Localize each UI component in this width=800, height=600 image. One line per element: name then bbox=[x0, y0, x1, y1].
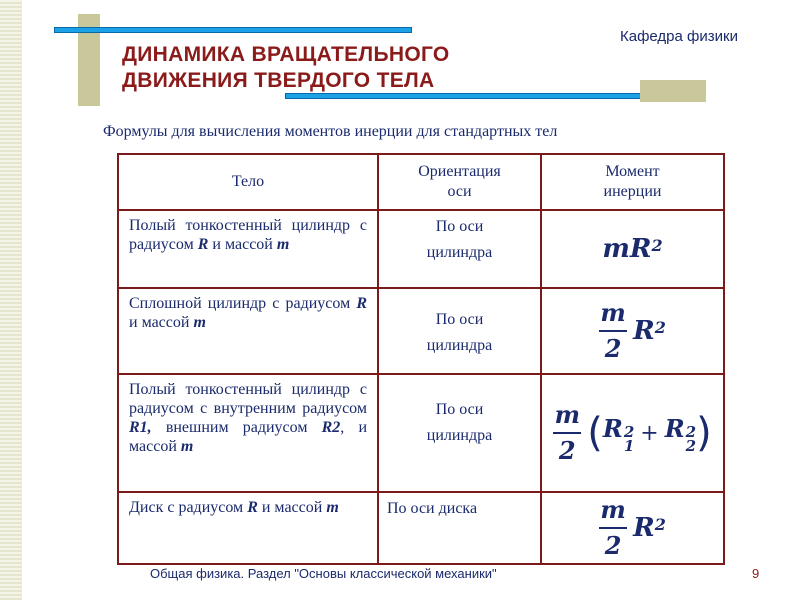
fraction-numerator: m bbox=[554, 400, 580, 429]
fraction bbox=[553, 401, 581, 465]
fraction-numerator: m bbox=[600, 495, 626, 524]
axis-orientation bbox=[378, 288, 541, 374]
fraction-bar bbox=[553, 432, 581, 434]
table-header-row bbox=[118, 154, 724, 210]
body-symbol: R2 bbox=[321, 419, 341, 436]
fraction bbox=[599, 496, 627, 560]
formula-hollow-cylinder bbox=[553, 401, 711, 465]
body-text: и массой bbox=[129, 314, 194, 331]
header-body-label: Тело bbox=[231, 173, 265, 190]
formula-R: R bbox=[629, 234, 652, 264]
body-symbol: m bbox=[180, 438, 194, 455]
slide-title-line-1: ДИНАМИКА ВРАЩАТЕЛЬНОГО bbox=[122, 43, 450, 66]
axis-orientation bbox=[378, 374, 541, 492]
left-decorative-stripe bbox=[0, 0, 22, 600]
table-row bbox=[118, 374, 724, 492]
body-text: Полый тонкостенный цилиндр с радиусом bbox=[129, 217, 367, 253]
table-row bbox=[118, 288, 724, 374]
body-symbol: R bbox=[356, 295, 367, 312]
formula-half-mr2 bbox=[599, 299, 666, 363]
header-moment-line-2: инерции bbox=[603, 183, 662, 200]
formula-exponent: 2 bbox=[623, 422, 635, 441]
axis-orientation bbox=[378, 210, 541, 288]
table-row bbox=[118, 210, 724, 288]
page-number: 9 bbox=[752, 566, 760, 581]
formula-half-mr2 bbox=[599, 496, 666, 560]
footer-text: Общая физика. Раздел "Основы классической механики" bbox=[150, 566, 497, 581]
body-symbol: m bbox=[193, 314, 206, 331]
fraction-bar bbox=[599, 330, 627, 332]
body-text: Диск с радиусом bbox=[129, 499, 248, 516]
orientation-line-2: цилиндра bbox=[426, 244, 493, 261]
department-label: Кафедра физики bbox=[620, 28, 738, 45]
orientation-line-2: цилиндра bbox=[426, 336, 493, 354]
formula-R: R bbox=[633, 513, 655, 543]
body-symbol: m bbox=[276, 236, 290, 253]
fraction-denominator: 2 bbox=[604, 334, 622, 363]
orientation-line-1: По оси bbox=[435, 310, 484, 328]
slide-title bbox=[122, 42, 450, 94]
left-parenthesis: ( bbox=[587, 410, 603, 456]
table-row bbox=[118, 492, 724, 564]
body-description bbox=[118, 210, 378, 288]
header-body bbox=[118, 154, 378, 210]
body-text: Полый тонкостенный цилиндр с радиусом с внутренним радиусом bbox=[129, 381, 367, 417]
formula-exponent: 2 bbox=[654, 317, 666, 337]
formula-m: m bbox=[602, 234, 630, 264]
fraction-bar bbox=[599, 527, 627, 529]
moment-formula bbox=[541, 492, 724, 564]
index-stack bbox=[685, 422, 697, 455]
formula-R: R bbox=[633, 316, 655, 346]
body-text: Сплошной цилиндр с радиусом bbox=[129, 295, 357, 312]
header-moment bbox=[541, 154, 724, 210]
header-orientation bbox=[378, 154, 541, 210]
moment-formula bbox=[541, 210, 724, 288]
header-moment-line-1: Момент bbox=[605, 163, 660, 180]
formula-exponent: 2 bbox=[654, 514, 666, 534]
slide-subtitle: Формулы для вычисления моментов инерции для стандартных тел bbox=[103, 123, 558, 140]
fraction bbox=[599, 299, 627, 363]
formula-R1-squared bbox=[603, 414, 634, 453]
body-symbol: R1, bbox=[129, 419, 152, 436]
orientation-line-2: цилиндра bbox=[426, 427, 493, 444]
orientation-line-1: По оси диска bbox=[387, 500, 478, 517]
slide-title-line-2: ДВИЖЕНИЯ ТВЕРДОГО ТЕЛА bbox=[122, 69, 435, 92]
formula-subscript: 2 bbox=[685, 436, 697, 455]
body-description bbox=[118, 492, 378, 564]
plus-sign: + bbox=[640, 420, 659, 446]
right-parenthesis: ) bbox=[696, 410, 712, 456]
formula-R: R bbox=[602, 413, 623, 443]
blue-accent-line-top bbox=[54, 27, 412, 33]
formula-subscript: 1 bbox=[623, 436, 635, 455]
body-text: и массой bbox=[257, 499, 327, 516]
formula-mr2 bbox=[602, 234, 662, 264]
olive-horizontal-bar bbox=[640, 80, 706, 102]
formula-exponent: 2 bbox=[685, 422, 697, 441]
moments-of-inertia-table bbox=[117, 153, 725, 565]
body-text: , и массой bbox=[129, 419, 368, 455]
formula-R2-squared bbox=[665, 414, 696, 453]
formula-exponent: 2 bbox=[651, 235, 663, 255]
moment-formula bbox=[541, 288, 724, 374]
header-orientation-line-1: Ориентация bbox=[418, 163, 501, 180]
fraction-denominator: 2 bbox=[558, 436, 576, 465]
body-description bbox=[118, 374, 378, 492]
axis-orientation bbox=[378, 492, 541, 564]
orientation-line-1: По оси bbox=[435, 218, 484, 235]
fraction-numerator: m bbox=[600, 298, 626, 327]
body-symbol: R bbox=[197, 236, 209, 253]
body-symbol: m bbox=[326, 499, 339, 516]
body-description bbox=[118, 288, 378, 374]
formula-R: R bbox=[664, 413, 685, 443]
orientation-line-1: По оси bbox=[435, 401, 484, 418]
header-orientation-line-2: оси bbox=[447, 183, 472, 200]
index-stack bbox=[623, 422, 635, 455]
body-symbol: R bbox=[247, 499, 258, 516]
fraction-denominator: 2 bbox=[604, 531, 622, 560]
moment-formula bbox=[541, 374, 724, 492]
body-text: и массой bbox=[208, 236, 277, 253]
body-text: внешним радиусом bbox=[151, 419, 322, 436]
